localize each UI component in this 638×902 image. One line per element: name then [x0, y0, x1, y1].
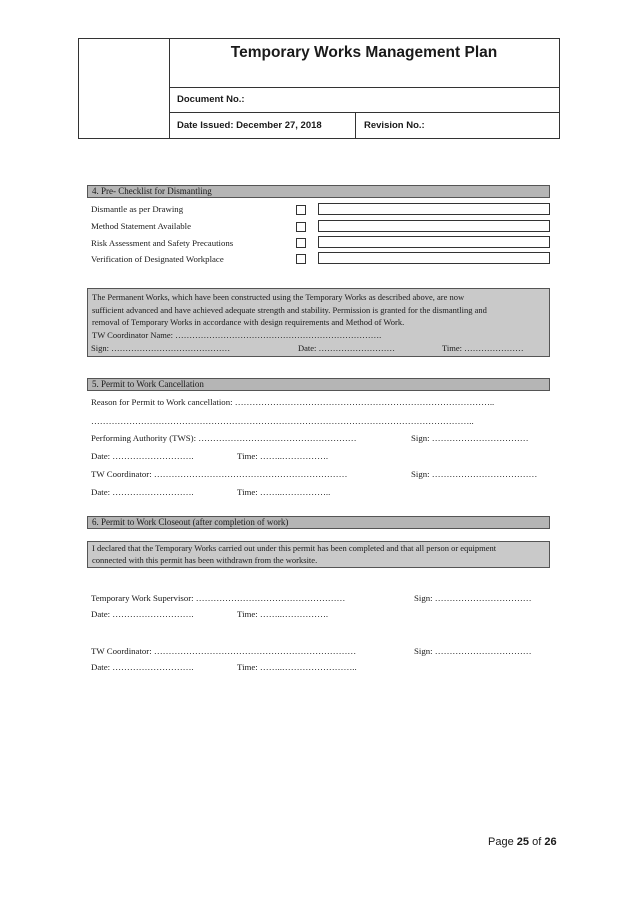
- document-header: [78, 38, 560, 139]
- page-of: of: [532, 836, 542, 848]
- section-5-tw-coordinator-sign: Sign: ………………………………: [411, 469, 538, 479]
- statement-line-2: sufficient advanced and have achieved adequate strength and stability. Permission is granted for the dismantling and: [92, 304, 487, 315]
- revision-number: Revision No.:: [364, 120, 425, 131]
- page-number: [488, 836, 557, 848]
- coordinator-sign: Sign: ……………………………: [414, 646, 532, 656]
- checklist-item-method: Method Statement Available: [91, 221, 191, 231]
- document-number: Document No.:: [169, 87, 559, 113]
- closeout-declaration: [87, 541, 550, 568]
- section-5-date-2: Date: ……………………….: [91, 487, 194, 497]
- section-4-time: Time: …………………: [442, 343, 524, 353]
- page-total: 26: [544, 836, 557, 848]
- cancellation-reason-continued: …………………………………………………………………………………………………………………..: [91, 416, 474, 426]
- logo-placeholder: [79, 39, 170, 138]
- checkbox-risk[interactable]: [296, 238, 306, 248]
- field-verification[interactable]: [318, 252, 550, 264]
- performing-authority: Performing Authority (TWS): ………………………………………………: [91, 433, 357, 443]
- cancellation-reason: Reason for Permit to Work cancellation: ……………………………………………………………………………..: [91, 397, 495, 407]
- field-drawing[interactable]: [318, 203, 550, 215]
- section-4-heading: 4. Pre- Checklist for Dismantling: [87, 185, 550, 198]
- performing-authority-sign: Sign: ……………………………: [411, 433, 529, 443]
- section-6-time-1: Time: ……..…………….: [237, 609, 329, 619]
- section-4-sign: Sign: ……………………………………: [91, 343, 231, 353]
- coordinator-line: TW Coordinator: ……………………………………………………………: [91, 646, 357, 656]
- checklist-item-verification: Verification of Designated Workplace: [91, 254, 224, 264]
- statement-line-3: removal of Temporary Works in accordance with design requirements and Method of Work.: [92, 317, 405, 327]
- section-5-time-2: Time: ……..……………..: [237, 487, 331, 497]
- section-5-time-1: Time: ……..…………….: [237, 451, 329, 461]
- page-current: 25: [516, 836, 530, 848]
- supervisor-line: Temporary Work Supervisor: ……………………………………………: [91, 593, 346, 603]
- checkbox-drawing[interactable]: [296, 205, 306, 215]
- coordinator-name-line: TW Coordinator Name: ……………………………………………………………….: [92, 329, 382, 340]
- checkbox-verification[interactable]: [296, 254, 306, 264]
- date-issued: Date Issued: December 27, 2018: [169, 113, 356, 138]
- section-6-date-2: Date: ……………………….: [91, 662, 194, 672]
- statement-line-1: The Permanent Works, which have been constructed using the Temporary Works as described above, are now: [92, 292, 465, 302]
- section-5-heading: 5. Permit to Work Cancellation: [87, 378, 550, 391]
- declaration-line-1: I declared that the Temporary Works carried out under this permit has been completed and that all person or equipment: [92, 543, 497, 553]
- document-title: Temporary Works Management Plan: [169, 39, 559, 88]
- checklist-item-risk: Risk Assessment and Safety Precautions: [91, 238, 234, 248]
- field-method[interactable]: [318, 220, 550, 232]
- checkbox-method[interactable]: [296, 222, 306, 232]
- section-5-tw-coordinator: TW Coordinator: …………………………………………………………: [91, 469, 348, 479]
- section-6-time-2: Time: ……..……………………..: [237, 662, 357, 672]
- declaration-line-2: connected with this permit has been withdrawn from the worksite.: [92, 554, 318, 565]
- section-6-date-1: Date: ……………………….: [91, 609, 194, 619]
- page-prefix: Page: [488, 836, 514, 848]
- section-4-date: Date: ………………………: [298, 343, 396, 353]
- section-5-date-1: Date: ……………………….: [91, 451, 194, 461]
- field-risk[interactable]: [318, 236, 550, 248]
- supervisor-sign: Sign: ……………………………: [414, 593, 532, 603]
- section-6-heading: 6. Permit to Work Closeout (after completion of work): [87, 516, 550, 529]
- checklist-item-drawing: Dismantle as per Drawing: [91, 204, 184, 214]
